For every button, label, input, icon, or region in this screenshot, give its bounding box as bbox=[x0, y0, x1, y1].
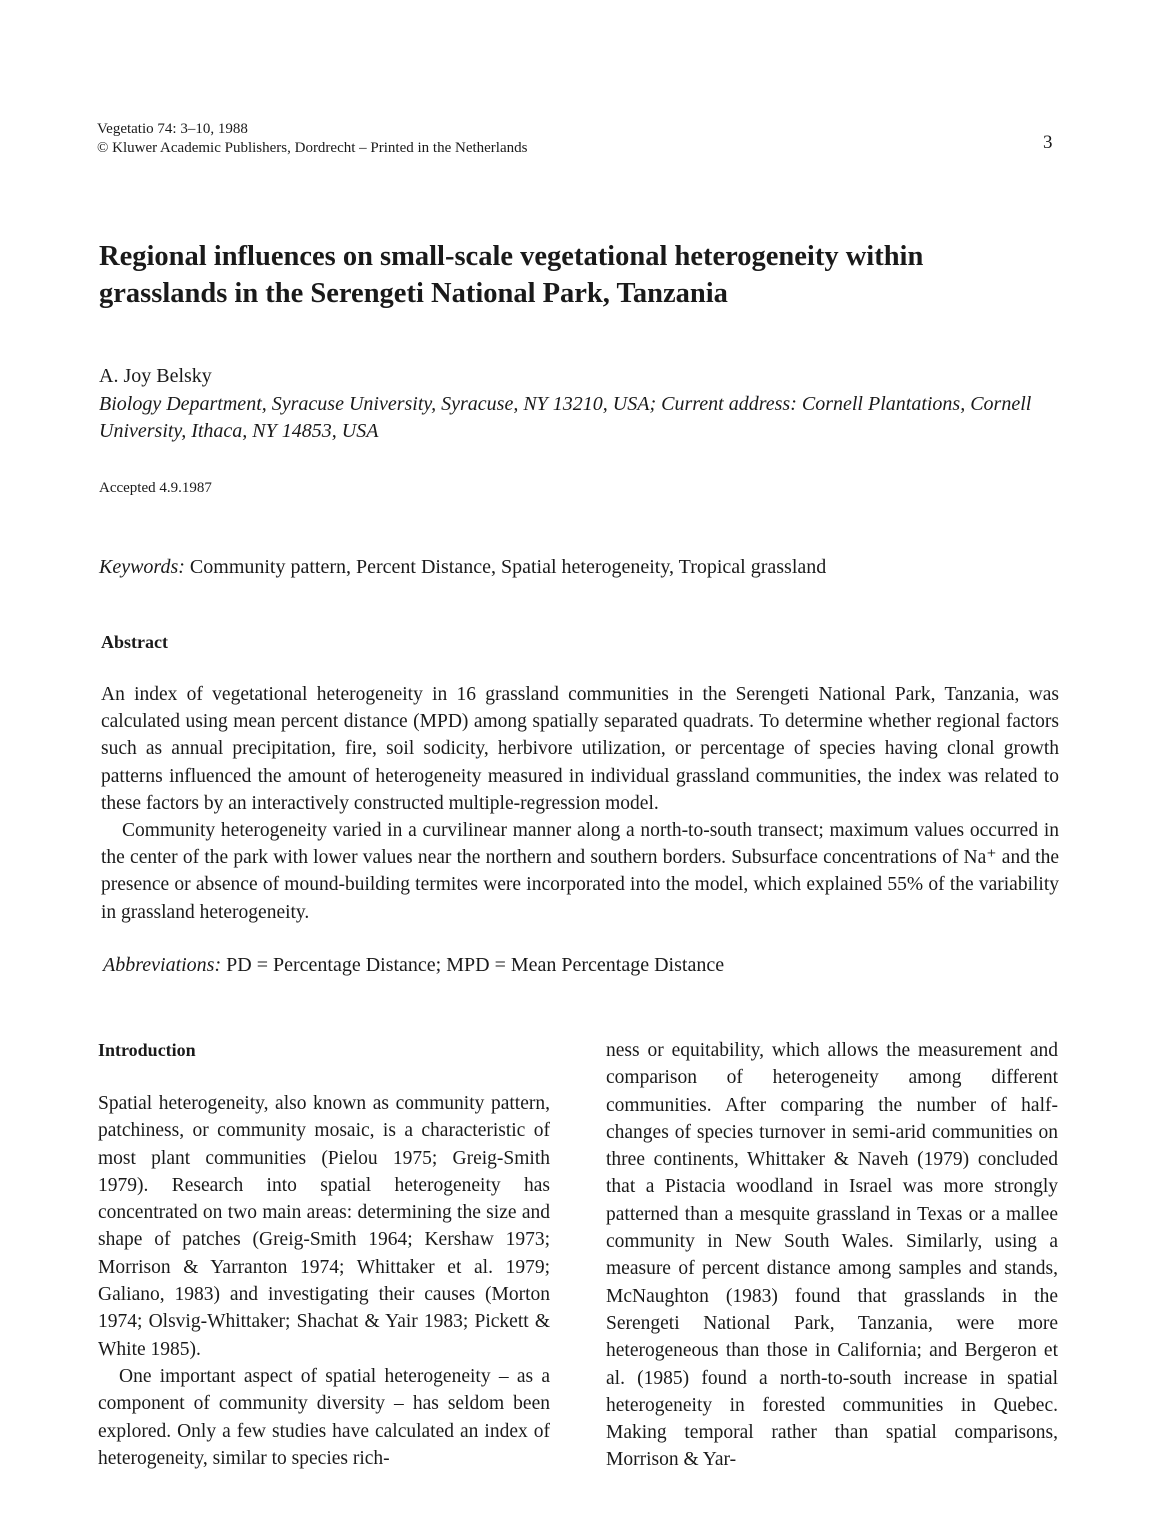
introduction-heading: Introduction bbox=[98, 1040, 196, 1060]
abbreviations-text: PD = Percentage Distance; MPD = Mean Percentage Distance bbox=[226, 954, 725, 976]
journal-header bbox=[97, 120, 527, 158]
keywords bbox=[99, 556, 1059, 579]
publisher-line: © Kluwer Academic Publishers, Dordrecht – Printed in the Netherlands bbox=[97, 140, 528, 156]
abstract-paragraph: An index of vegetational heterogeneity in 16 grassland communities in the Serengeti National Park, Tanzania, was calculated using mean percent distance (MPD) among spatially separated quadrats. To determine whether regional factors such as annual precipitation, fire, soil sodicity, herbivore utilization, or percentage of species having clonal growth patterns influenced the amount of heterogeneity measured in individual grassland communities, the index was related to these factors by an interactively constructed multiple-regression model. bbox=[101, 684, 1059, 814]
body-paragraph: One important aspect of spatial heterogeneity – as a component of community diversity – has seldom been explored. Only a few studies have calculated an index of heterogeneity, similar to species rich- bbox=[98, 1365, 550, 1469]
abstract-heading: Abstract bbox=[101, 632, 168, 652]
abstract-paragraph: Community heterogeneity varied in a curvilinear manner along a north-to-south transect; maximum values occurred in the center of the park with lower values near the northern and southern borders. Subsurface concentrations of Na⁺ and the presence or absence of mound-building termites were incorporated into the model, which explained 55% of the variability in grassland heterogeneity. bbox=[101, 820, 1059, 923]
paper-title: Regional influences on small-scale vegetational heterogeneity within grasslands in the Serengeti National Park, Tanzania bbox=[99, 241, 924, 309]
abstract-body bbox=[101, 681, 1059, 926]
abbreviations bbox=[103, 954, 1003, 977]
right-column bbox=[606, 1037, 1058, 1474]
accepted-date: Accepted 4.9.1987 bbox=[99, 480, 212, 496]
left-column bbox=[98, 1090, 550, 1472]
author-name: A. Joy Belsky bbox=[99, 365, 212, 387]
page-number: 3 bbox=[1043, 132, 1053, 153]
keywords-text: Community pattern, Percent Distance, Spatial heterogeneity, Tropical grassland bbox=[189, 556, 827, 578]
body-paragraph: Spatial heterogeneity, also known as community pattern, patchiness, or community mosaic, is a characteristic of most plant communities (Pielou 1975; Greig-Smith 1979). Research into spatial heterogeneity has concentrated on two main areas: determining the size and shape of patches (Greig-Smith 1964; Kershaw 1973; Morrison & Yarranton 1974; Whittaker et al. 1979; Galiano, 1983) and investigating their causes (Morton 1974; Olsvig-Whittaker; Shachat & Yair 1983; Pickett & White 1985). bbox=[98, 1093, 550, 1360]
author-affiliation: Biology Department, Syracuse University, Syracuse, NY 13210, USA; Current address: Cornell Plantations, Cornell University, Ithaca, NY 14853, USA bbox=[99, 393, 1032, 442]
journal-citation: Vegetatio 74: 3–10, 1988 bbox=[97, 121, 248, 137]
abbreviations-label: Abbreviations: bbox=[103, 954, 222, 976]
keywords-label: Keywords: bbox=[99, 556, 185, 578]
body-paragraph: ness or equitability, which allows the measurement and comparison of heterogeneity among different communities. After comparing the number of half-changes of species turnover in semi-arid communities on three continents, Whittaker & Naveh (1979) concluded that a Pistacia woodland in Israel was more strongly patterned than a mesquite grassland in Texas or a mallee community in New South Wales. Similarly, using a measure of percent distance among samples and stands, McNaughton (1983) found that grasslands in the Serengeti National Park, Tanzania, were more heterogeneous than those in California; and Bergeron et al. (1985) found a north-to-south increase in spatial heterogeneity in forested communities in Quebec. Making temporal rather than spatial comparisons, Morrison & Yar- bbox=[606, 1040, 1058, 1471]
